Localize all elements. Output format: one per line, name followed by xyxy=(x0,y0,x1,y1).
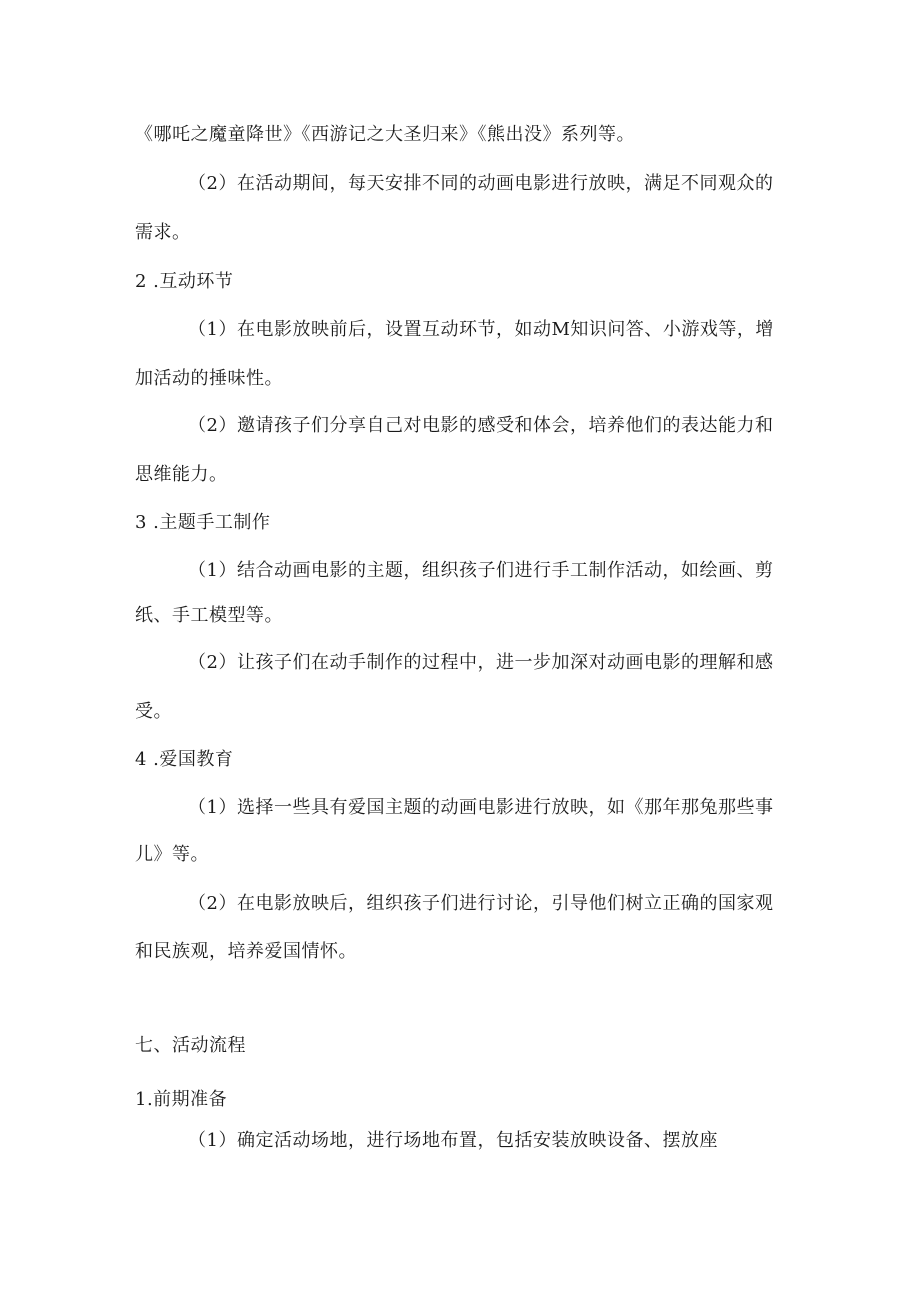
text-line: 纸、手工模型等。 xyxy=(135,605,283,626)
section-heading: 3 .主题手工制作 xyxy=(135,512,271,533)
text-line: （1）结合动画电影的主题，组织孩子们进行手工制作活动，如绘画、剪 xyxy=(188,560,774,581)
text-line: （1）选择一些具有爱国主题的动画电影进行放映，如《那年那兔那些事 xyxy=(188,797,774,818)
text-line: 儿》等。 xyxy=(135,844,209,865)
text-line: （2）在电影放映后，组织孩子们进行讨论，引导他们树立正确的国家观 xyxy=(188,893,774,914)
text-line: （2）邀请孩子们分享自己对电影的感受和体会，培养他们的表达能力和 xyxy=(188,415,774,436)
text-line: 和民族观，培养爱国情怀。 xyxy=(135,941,357,962)
text-line: 需求。 xyxy=(135,222,191,243)
text-line: 受。 xyxy=(135,701,172,722)
text-line: （2）让孩子们在动手制作的过程中，进一步加深对动画电影的理解和感 xyxy=(188,652,774,673)
text-line: （2）在活动期间，每天安排不同的动画电影进行放映，满足不同观众的 xyxy=(188,173,774,194)
text-line: 思维能力。 xyxy=(135,464,228,485)
section-heading: 1.前期准备 xyxy=(135,1089,228,1110)
text-line: （1）在电影放映前后，设置互动环节，如动M知识问答、小游戏等，增 xyxy=(188,319,774,340)
text-line: 加活动的捶味性。 xyxy=(135,368,283,389)
chapter-heading: 七、活动流程 xyxy=(135,1035,246,1056)
section-heading: 4 .爱国教育 xyxy=(135,749,234,770)
section-heading: 2 .互动环节 xyxy=(135,271,234,292)
text-line: 《哪吒之魔童降世》《西游记之大圣归来》《熊出没》系列等。 xyxy=(135,124,635,145)
text-line: （1）确定活动场地，进行场地布置，包括安装放映设备、摆放座 xyxy=(188,1130,718,1151)
